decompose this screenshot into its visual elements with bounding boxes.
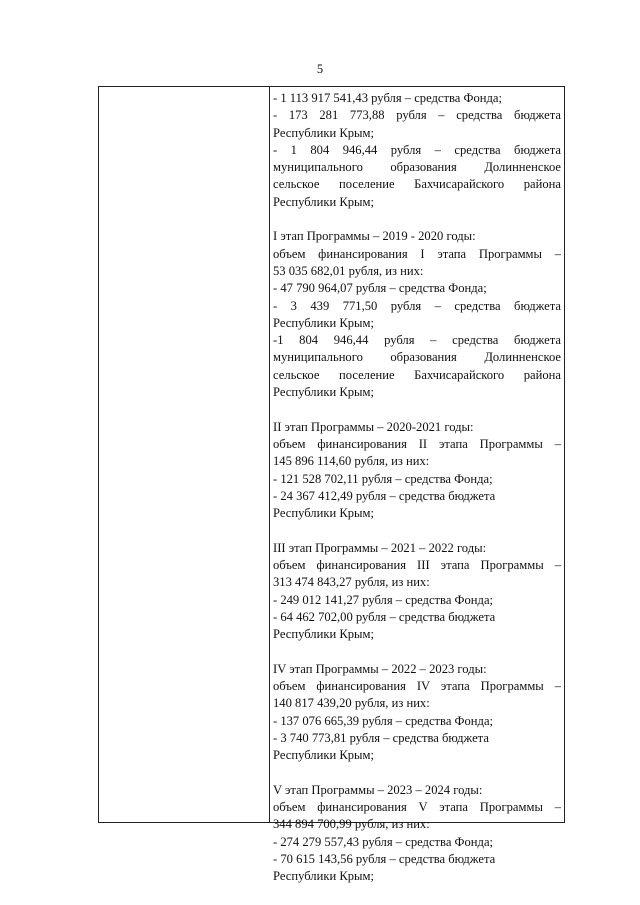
paragraph-gap [273,765,561,782]
text-line: сельское поселение Бахчисарайского района [273,367,561,382]
text-line: Республики Крым; [273,506,374,521]
financing-table [98,86,565,884]
text-line: объем финансирования I этапа Программы – [273,246,561,261]
paragraph-gap [273,644,561,661]
text-line: 344 894 700,99 рубля, из них: [273,817,430,832]
text-line: 140 817 439,20 рубля, из них: [273,696,430,711]
text-line: - 47 790 964,07 рубля – средства Фонда; [273,281,487,296]
text-line: Республики Крым; [273,869,374,884]
table-content-cell [270,87,564,884]
text-line: муниципального образования Долинненское [273,350,561,365]
text-line: -1 804 946,44 рубля – средства бюджета [273,333,561,348]
text-line: I этап Программы – 2019 - 2020 годы: [273,229,476,244]
text-line: - 24 367 412,49 рубля – средства бюджета [273,488,496,503]
text-line: сельское поселение Бахчисарайского района [273,177,561,192]
paragraph-gap [273,401,561,418]
program-stage-paragraph [273,228,561,401]
text-line: объем финансирования III этапа Программы – [273,558,561,573]
text-line: Республики Крым; [273,315,374,330]
table-left-column [99,87,270,822]
text-line: - 64 462 702,00 рубля – средства бюджета [273,609,496,624]
text-line: III этап Программы – 2021 – 2022 годы: [273,540,487,555]
text-line: - 1 113 917 541,43 рубля – средства Фонда; [273,91,503,105]
program-stage-paragraph [273,661,561,765]
text-line: 145 896 114,60 рубля, из них: [273,454,430,469]
financing-totals-paragraph [273,90,561,211]
program-stage-paragraph [273,419,561,523]
text-line: IV этап Программы – 2022 – 2023 годы: [273,661,487,676]
paragraph-gap [273,211,561,228]
text-line: 313 474 843,27 рубля, из них: [273,575,430,590]
text-line: - 249 012 141,27 рубля – средства Фонда; [273,592,494,607]
program-stage-paragraph [273,782,561,886]
paragraph-gap [273,522,561,539]
text-line: Республики Крым; [273,385,374,400]
program-stage-paragraph [273,540,561,644]
text-line: - 173 281 773,88 рубля – средства бюджета [273,108,561,123]
text-line: Республики Крым; [273,194,374,209]
text-line: - 1 804 946,44 рубля – средства бюджета [273,142,561,157]
page-number: 5 [316,62,324,76]
text-line: - 274 279 557,43 рубля – средства Фонда; [273,834,494,849]
text-line: - 70 615 143,56 рубля – средства бюджета [273,852,496,867]
text-line: II этап Программы – 2020-2021 годы: [273,419,474,434]
text-line: - 121 528 702,11 рубля – средства Фонда; [273,471,493,486]
text-line: V этап Программы – 2023 – 2024 годы: [273,782,483,797]
text-line: муниципального образования Долинненское [273,160,561,175]
text-line: объем финансирования IV этапа Программы – [273,679,561,694]
text-line: - 137 076 665,39 рубля – средства Фонда; [273,713,494,728]
text-line: Республики Крым; [273,748,374,763]
text-line: объем финансирования II этапа Программы – [273,436,561,451]
text-line: Республики Крым; [273,627,374,642]
text-line: 53 035 682,01 рубля, из них: [273,263,424,278]
text-line: объем финансирования V этапа Программы – [273,800,561,815]
text-line: Республики Крым; [273,125,374,140]
text-line: - 3 740 773,81 рубля – средства бюджета [273,730,489,745]
text-line: - 3 439 771,50 рубля – средства бюджета [273,298,561,313]
